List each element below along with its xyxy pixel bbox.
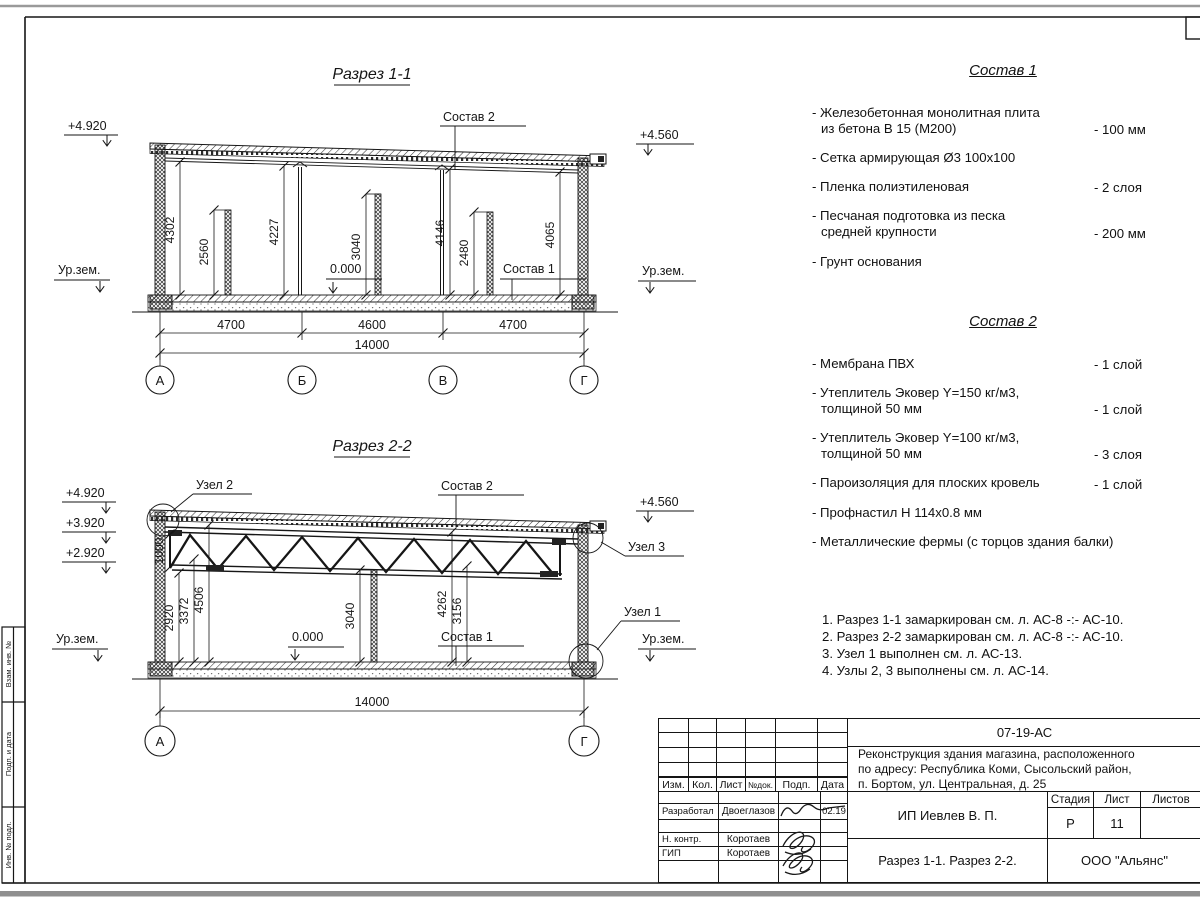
doc-number: 07-19-АС xyxy=(847,718,1200,747)
row-gip-role: ГИП xyxy=(658,846,719,861)
item-text: - Пленка полиэтиленовая xyxy=(812,179,969,195)
item-value: - 1 слой xyxy=(1094,402,1143,418)
callout-node3: Узел 3 xyxy=(628,540,666,554)
dim-label: 2560 xyxy=(197,238,211,266)
row-developer-sign xyxy=(778,803,821,820)
dim-label: 2920 xyxy=(162,604,176,632)
elevation-label: +4.920 xyxy=(66,486,105,500)
list-item xyxy=(812,475,1194,491)
dim-label: 3156 xyxy=(450,597,464,625)
ground-level-label: Ур.зем. xyxy=(58,263,101,277)
wall-right xyxy=(578,158,588,295)
sheets-label: Листов xyxy=(1140,791,1200,808)
row-developer-date: 02.19 xyxy=(820,803,848,820)
row-gip-name: Коротаев xyxy=(718,846,779,861)
col-izm: Изм. xyxy=(658,777,689,792)
frame-left-labels xyxy=(4,641,13,869)
list-item xyxy=(812,356,1194,372)
dim-label: 4506 xyxy=(192,586,206,614)
note-line: 3. Узел 1 выполнен см. л. АС-13. xyxy=(822,646,1023,662)
item-value: - 1 слой xyxy=(1094,476,1143,492)
dim-label: 2480 xyxy=(457,239,471,267)
axis-label: А xyxy=(155,373,165,388)
callout-node1: Узел 1 xyxy=(624,605,662,619)
composition-list-2 xyxy=(812,313,1194,563)
sheet-label: Лист xyxy=(1093,791,1141,808)
callout-sostav1: Состав 1 xyxy=(441,630,493,644)
list-item xyxy=(812,385,1194,417)
item-text: - Грунт основания xyxy=(812,253,922,269)
dim-total-label: 14000 xyxy=(354,695,390,709)
item-text: толщиной 50 мм xyxy=(821,446,922,462)
list-item xyxy=(812,208,1194,240)
sheet-value: 11 xyxy=(1093,807,1141,839)
section-1-1 xyxy=(54,66,696,394)
dim-label: 4700 xyxy=(499,318,527,332)
item-text: - Профнастил Н 114х0.8 мм xyxy=(812,504,982,520)
item-value: - 100 мм xyxy=(1094,122,1146,138)
elevation-label: +3.920 xyxy=(66,516,105,530)
col-ndok: №док. xyxy=(745,777,776,792)
item-value: - 1 слой xyxy=(1094,357,1143,373)
composition-list-1 xyxy=(812,62,1194,283)
ground-level-label: Ур.зем. xyxy=(642,264,685,278)
section-2-title: Разрез 2-2 xyxy=(332,438,412,455)
note-line: 4. Узлы 2, 3 выполнены см. л. АС-14. xyxy=(822,663,1049,679)
client-name: ИП Иевлев В. П. xyxy=(847,791,1048,839)
col-podp: Подп. xyxy=(775,777,818,792)
axis-label: Б xyxy=(297,373,307,388)
dim-total-label: 14000 xyxy=(354,338,390,352)
list-item xyxy=(812,150,1194,166)
stage-label: Стадия xyxy=(1047,791,1094,808)
row-ncontrol-role: Н. контр. xyxy=(658,832,719,847)
zero-level-label: 0.000 xyxy=(330,262,362,276)
list-item xyxy=(812,534,1194,550)
item-text: - Сетка армирующая Ø3 100х100 xyxy=(812,150,1016,166)
composition-1-title: Состав 1 xyxy=(969,62,1037,79)
dim-label: 4700 xyxy=(217,318,245,332)
elevation-label: +4.920 xyxy=(68,119,107,133)
partition xyxy=(371,570,377,662)
axis-label: Г xyxy=(580,734,588,749)
list-item xyxy=(812,254,1194,270)
item-text: средней крупности xyxy=(821,224,937,240)
list-item xyxy=(812,505,1194,521)
callout-sostav2: Состав 2 xyxy=(443,110,495,124)
row-developer-role: Разработал xyxy=(658,803,719,820)
item-value: - 200 мм xyxy=(1094,225,1146,241)
axis-label: А xyxy=(155,734,165,749)
row-ncontrol-name: Коротаев xyxy=(718,832,779,847)
dim-label: 4302 xyxy=(163,216,177,244)
column xyxy=(293,162,449,295)
elevation-label: +4.560 xyxy=(640,128,679,142)
company-name: ООО "Альянс" xyxy=(1047,838,1200,883)
item-text: - Металлические фермы (с торцов здания балки) xyxy=(812,533,1114,549)
callout-sostav2: Состав 2 xyxy=(441,479,493,493)
note-line: 1. Разрез 1-1 замаркирован см. л. АС-8 -:- АС-10. xyxy=(822,612,1124,627)
elevation-label: +4.560 xyxy=(640,495,679,509)
notes-list xyxy=(822,611,1123,680)
frame-cell-label: Инв. № подл. xyxy=(4,821,13,869)
dim-label: 3040 xyxy=(343,602,357,630)
zero-level-label: 0.000 xyxy=(292,630,324,644)
callout-node2: Узел 2 xyxy=(196,478,234,492)
item-text: толщиной 50 мм xyxy=(821,401,922,417)
project-line: по адресу: Республика Коми, Сысольский район, xyxy=(858,761,1132,776)
item-text: - Пароизоляция для плоских кровель xyxy=(812,475,1040,491)
item-text: - Железобетонная монолитная плита xyxy=(812,105,1040,120)
stage-value: Р xyxy=(1047,807,1094,839)
ground-level-label: Ур.зем. xyxy=(56,632,99,646)
item-value: - 2 слоя xyxy=(1094,180,1142,196)
partition xyxy=(225,210,231,295)
dim-label: 1000 xyxy=(152,537,166,565)
axis-label: В xyxy=(438,373,448,388)
dim-label: 4065 xyxy=(543,221,557,249)
item-text: - Утеплитель Эковер Y=150 кг/м3, xyxy=(812,385,1020,401)
section-1-title: Разрез 1-1 xyxy=(332,66,412,83)
project-description xyxy=(847,746,1200,792)
dim-label: 3040 xyxy=(349,233,363,261)
wall-right xyxy=(578,525,588,662)
sheet-title: Разрез 1-1. Разрез 2-2. xyxy=(847,838,1048,883)
note-line: 2. Разрез 2-2 замаркирован см. л. АС-8 -:- АС-10. xyxy=(822,629,1124,645)
item-text: из бетона В 15 (М200) xyxy=(821,121,957,137)
project-line: Реконструкция здания магазина, расположенного xyxy=(858,746,1135,761)
dim-label: 4262 xyxy=(435,590,449,618)
row-developer-name: Двоеглазов xyxy=(718,803,779,820)
dim-label: 3372 xyxy=(177,597,191,625)
axis-markers-2 xyxy=(145,726,599,756)
col-kol: Кол. xyxy=(688,777,717,792)
item-value: - 3 слоя xyxy=(1094,447,1142,463)
item-text: - Утеплитель Эковер Y=100 кг/м3, xyxy=(812,430,1020,446)
partition xyxy=(375,194,381,295)
list-item xyxy=(812,179,1194,195)
section-2-2 xyxy=(52,438,696,756)
callout-sostav1: Состав 1 xyxy=(503,262,555,276)
composition-2-title: Состав 2 xyxy=(969,313,1037,330)
sheets-value xyxy=(1140,807,1200,839)
project-line: п. Бортом, ул. Центральная, д. 25 xyxy=(858,776,1047,791)
axis-label: Г xyxy=(580,373,588,388)
frame-cell-label: Взам. инв. № xyxy=(4,640,13,688)
dim-label: 4600 xyxy=(358,318,386,332)
dim-label: 4146 xyxy=(433,219,447,247)
list-item xyxy=(812,105,1194,137)
frame-cell-label: Подп. и дата xyxy=(4,731,13,777)
elevation-label: +2.920 xyxy=(66,546,105,560)
ground-level-label: Ур.зем. xyxy=(642,632,685,646)
list-item xyxy=(812,430,1194,462)
item-text: - Песчаная подготовка из песка xyxy=(812,208,1006,224)
axis-markers-1 xyxy=(146,366,598,394)
dim-label: 4227 xyxy=(267,218,281,246)
col-list: Лист xyxy=(716,777,746,792)
partition xyxy=(487,212,493,295)
item-text: - Мембрана ПВХ xyxy=(812,356,915,371)
col-data: Дата xyxy=(817,777,848,792)
